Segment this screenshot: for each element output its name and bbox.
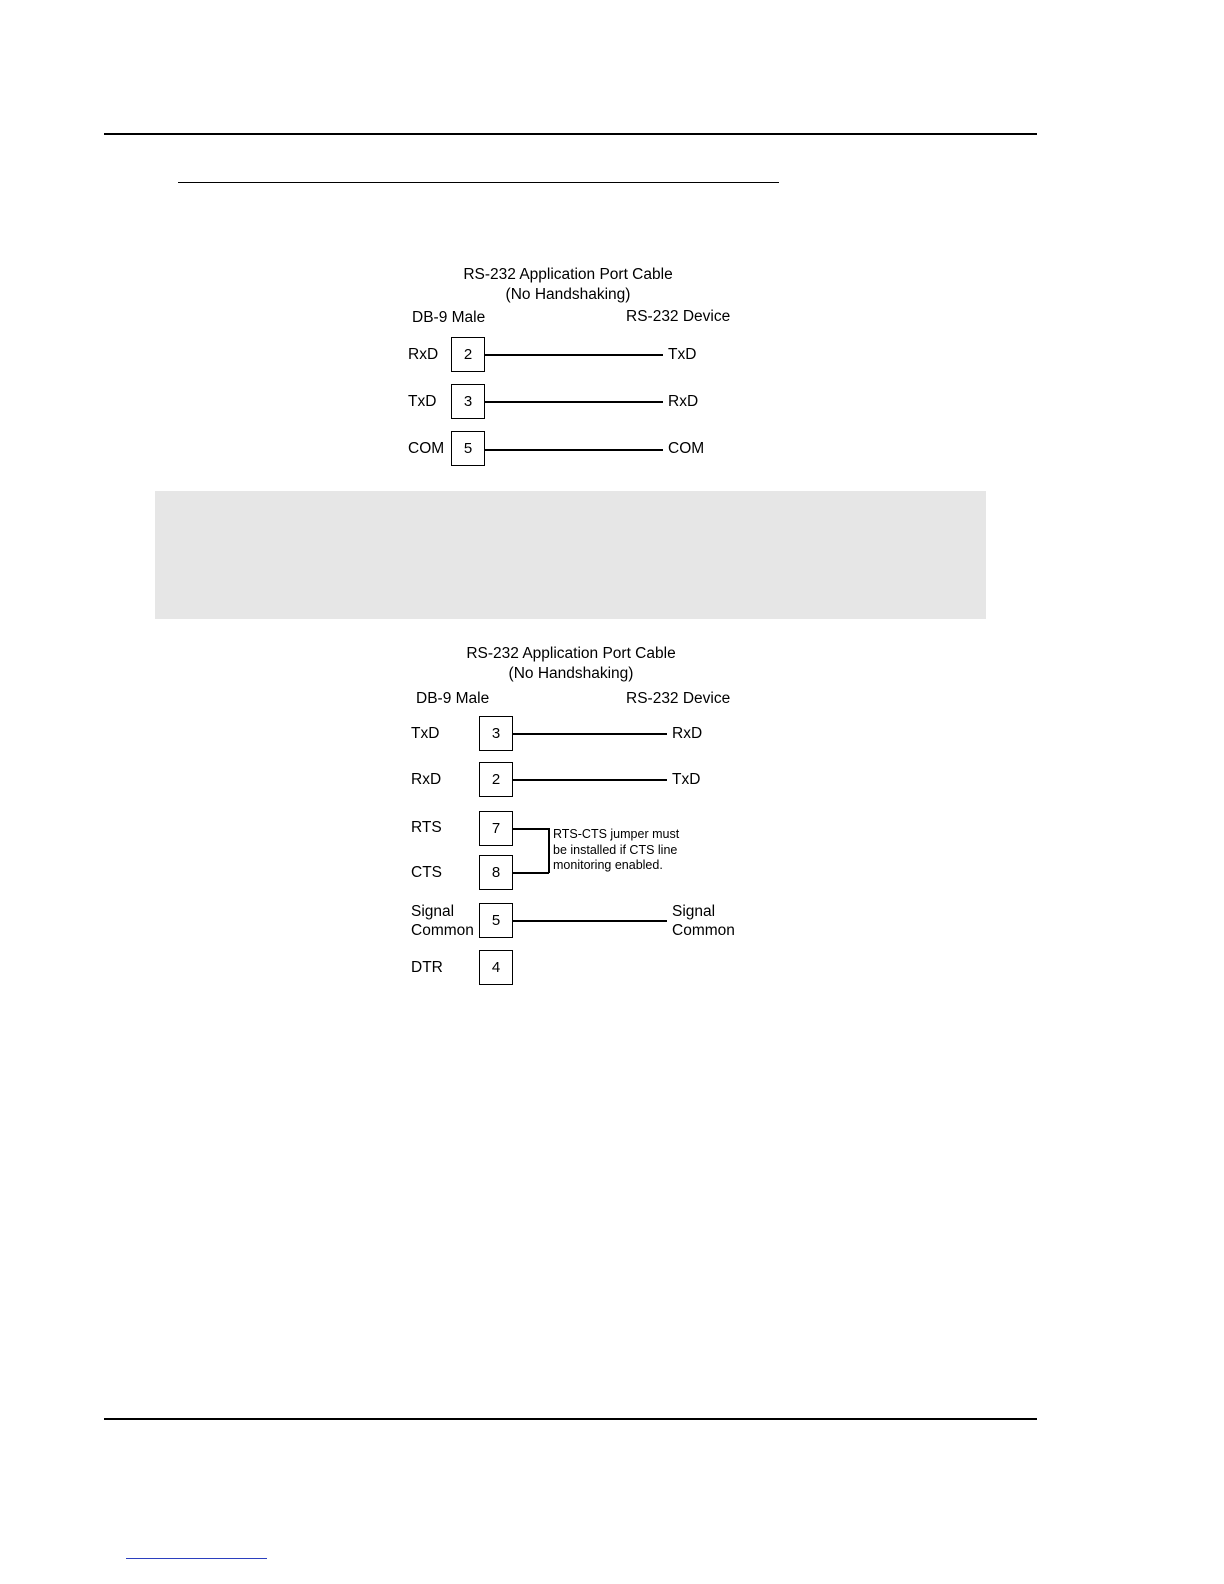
diagram2-row2-wire [513, 779, 667, 781]
diagram2-row1-wire [513, 733, 667, 735]
diagram2-row5-left-line1: Signal [411, 903, 455, 920]
header-rule [104, 133, 1037, 135]
footer-link-underline[interactable] [126, 1558, 267, 1559]
diagram1-title: RS-232 Application Port Cable [463, 266, 673, 283]
diagram2-right-header: RS-232 Device [626, 690, 731, 707]
jumper-vertical [548, 828, 550, 873]
diagram1-row1-right: TxD [668, 346, 697, 363]
diagram2-row5-right-line2: Common [672, 922, 735, 939]
section-underline [178, 182, 779, 183]
diagram2-row2-pin: 2 [479, 762, 513, 797]
diagram1-row1-wire [485, 354, 663, 356]
diagram2-row5-left-line2: Common [411, 922, 474, 939]
jumper-note-line: monitoring enabled. [553, 858, 663, 872]
diagram1-row2-pin: 3 [451, 384, 485, 419]
diagram1-right-header: RS-232 Device [626, 308, 731, 325]
diagram2-subtitle: (No Handshaking) [508, 665, 634, 682]
shaded-note-box [155, 491, 986, 619]
diagram2-row6-pin: 4 [479, 950, 513, 985]
diagram2-row2-right: TxD [672, 771, 701, 788]
diagram2-row1-pin: 3 [479, 716, 513, 751]
diagram1-left-header: DB-9 Male [412, 309, 486, 326]
diagram2-row1-right: RxD [672, 725, 703, 742]
diagram2-row6-left: DTR [411, 959, 443, 976]
diagram1-row2-left: TxD [408, 393, 437, 410]
diagram2-row4-left: CTS [411, 864, 442, 881]
diagram2-left-header: DB-9 Male [416, 690, 490, 707]
diagram1-row3-right: COM [668, 440, 705, 457]
diagram2-row5-left [411, 902, 474, 940]
diagram1-row3-wire [485, 449, 663, 451]
footer-rule [104, 1418, 1037, 1420]
jumper-note-line: be installed if CTS line [553, 842, 678, 857]
diagram1-row1-pin: 2 [451, 337, 485, 372]
diagram2-row3-pin: 7 [479, 811, 513, 846]
jumper-note-line: RTS-CTS jumper must [553, 827, 680, 841]
diagram2-row1-left: TxD [411, 725, 440, 742]
diagram2-row5-pin: 5 [479, 903, 513, 938]
diagram2-row3-left: RTS [411, 819, 442, 836]
diagram2-title: RS-232 Application Port Cable [466, 645, 676, 662]
jumper-note-text [553, 827, 679, 874]
jumper-top-leg [513, 828, 549, 830]
diagram2-row5-wire [513, 920, 667, 922]
diagram2-row5-right [672, 902, 735, 940]
diagram1-row3-pin: 5 [451, 431, 485, 466]
diagram2-row5-right-line1: Signal [672, 903, 716, 920]
jumper-bottom-leg [513, 872, 549, 874]
diagram1-row3-left: COM [408, 440, 445, 457]
diagram1-subtitle: (No Handshaking) [505, 286, 631, 303]
diagram1-row2-right: RxD [668, 393, 699, 410]
diagram1-row2-wire [485, 401, 663, 403]
diagram2-row2-left: RxD [411, 771, 442, 788]
diagram2-row4-pin: 8 [479, 855, 513, 890]
jumper-note [553, 827, 679, 874]
diagram1-row1-left: RxD [408, 346, 439, 363]
